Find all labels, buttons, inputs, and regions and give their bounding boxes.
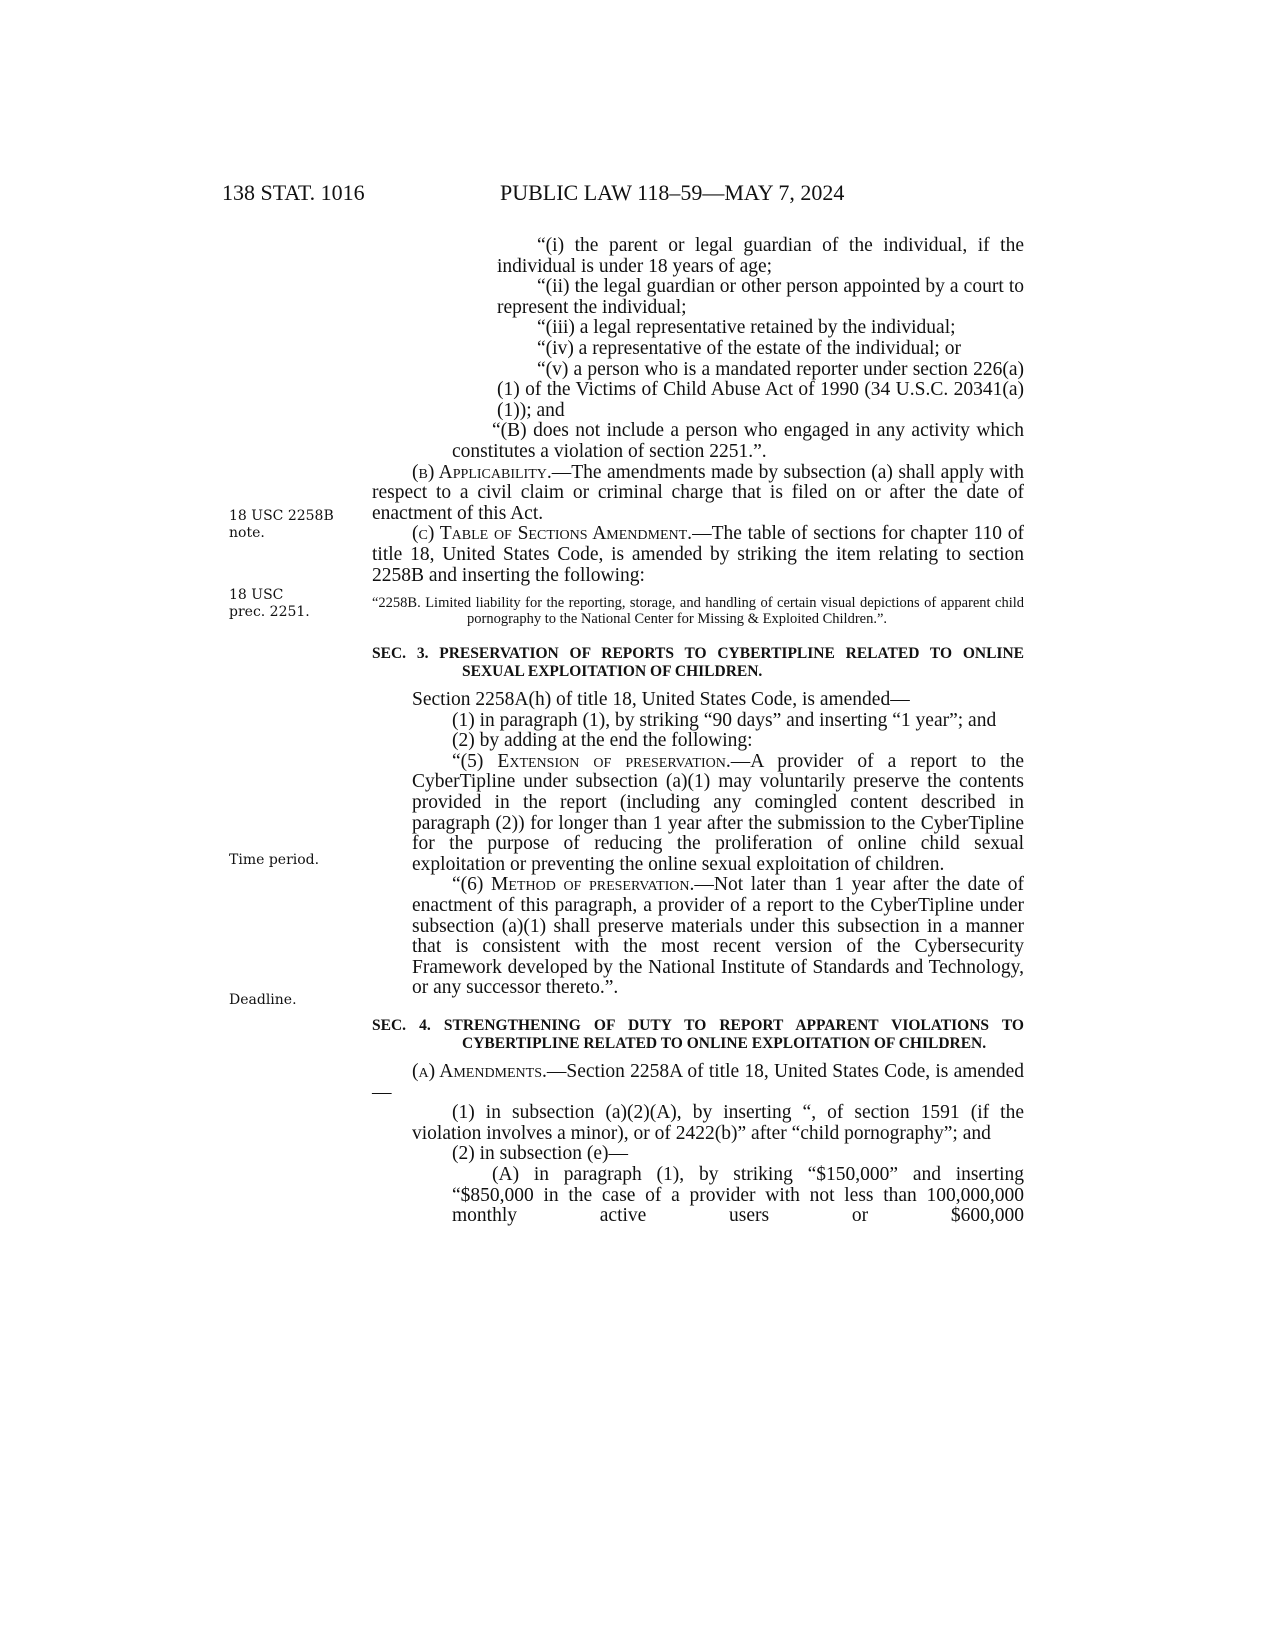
- subsection-text: —The table of sections for chapter 110 of title 18, United States Code, is amended by striking the item relating to section 2258B and inserting the following:: [372, 523, 1024, 586]
- stat-citation: 138 STAT. 1016: [222, 180, 365, 205]
- section-4-heading: SEC. 4. STRENGTHENING OF DUTY TO REPORT APPARENT VIOLATIONS TO CYBERTIPLINE RELATED TO ONLINE EXPLOITATION OF CHILDREN.: [372, 1017, 1024, 1052]
- paragraph-text: —A provider of a report to the CyberTipline under subsection (a)(1) may voluntarily preserve the contents provided in the report (including any comingled content described in paragraph (2)) for longer than 1 year after the submission to the CyberTipline for the purpose of reducing the proliferation of online child sexual exploitation or preventing the online sexual exploitation of children.: [412, 750, 1025, 875]
- paragraph-heading: “(5) Extension of preservation.: [452, 750, 731, 772]
- section-4-subsection-a: [372, 1062, 1024, 1103]
- subsection-text: —The amendments made by subsection (a) shall apply with respect to a civil claim or criminal charge that is filed on or after the date of enactment of this Act.: [372, 461, 1024, 524]
- clause-B: “(B) does not include a person who engaged in any activity which constitutes a violation of section 2251.”.: [452, 420, 1024, 462]
- section-3-paragraph-6: [372, 875, 1024, 999]
- margin-note-deadline: Deadline.: [229, 992, 297, 1008]
- margin-note-line: 18 USC 2258B: [229, 508, 334, 524]
- subsection-text: —Section 2258A of title 18, United States Code, is amended—: [372, 1061, 1024, 1103]
- paragraph-heading: “(6) Method of preservation.: [452, 874, 695, 896]
- section-3-paragraph-5: [372, 752, 1024, 876]
- margin-note-usc-prec: [229, 587, 349, 621]
- margin-note-line: prec. 2251.: [229, 604, 310, 620]
- margin-note-time-period: Time period.: [229, 852, 320, 868]
- clause-i: “(i) the parent or legal guardian of the individual, if the individual is under 18 years of age;: [497, 235, 1024, 277]
- page-title: PUBLIC LAW 118–59—MAY 7, 2024: [500, 180, 845, 205]
- subsection-heading: (c) Table of Sections Amendment.: [412, 523, 693, 545]
- clause-iv: “(iv) a representative of the estate of the individual; or: [537, 337, 961, 359]
- clause-v: “(v) a person who is a mandated reporter under section 226(a)(1) of the Victims of Child Abuse Act of 1990 (34 U.S.C. 20341(a)(1)); and: [497, 358, 1024, 421]
- subsection-c-table-amendment: [372, 524, 1024, 586]
- subsection-heading: (a) Amendments.: [412, 1061, 547, 1082]
- section-3-paragraph-1: (1) in paragraph (1), by striking “90 days” and inserting “1 year”; and: [452, 709, 997, 731]
- margin-note-line: 18 USC: [229, 587, 284, 603]
- paragraph-text: —Not later than 1 year after the date of enactment of this paragraph, a provider of a report to the CyberTipline under subsection (a)(1) shall preserve materials under this subsection in a manner that is consistent with the most recent version of the Cybersecurity Framework developed by the National Institute of Standards and Technology, or any successor thereto.”.: [412, 874, 1025, 999]
- subsection-b-applicability: [372, 463, 1024, 525]
- section-4-paragraph-1: (1) in subsection (a)(2)(A), by inserting “, of section 1591 (if the violation involves a minor), or of 2422(b)” after “child pornography”; and: [412, 1102, 1024, 1144]
- section-3-intro: Section 2258A(h) of title 18, United States Code, is amended—: [412, 689, 910, 711]
- clause-iii: “(iii) a legal representative retained by the individual;: [537, 317, 956, 339]
- section-3-paragraph-2: (2) by adding at the end the following:: [452, 730, 753, 752]
- table-of-sections-item: “2258B. Limited liability for the reporting, storage, and handling of certain visual depictions of apparent child pornography to the National Center for Missing & Exploited Children.”.: [372, 595, 1024, 627]
- section-3-heading: SEC. 3. PRESERVATION OF REPORTS TO CYBERTIPLINE RELATED TO ONLINE SEXUAL EXPLOITATION OF CHILDREN.: [372, 645, 1024, 681]
- margin-note-usc-note: [229, 508, 349, 542]
- clause-ii: “(ii) the legal guardian or other person appointed by a court to represent the individual;: [497, 276, 1024, 318]
- subsection-heading: (b) Applicability.: [412, 461, 552, 483]
- margin-note-line: note.: [229, 525, 265, 541]
- document-body: [372, 236, 1024, 1227]
- section-4-subparagraph-A: (A) in paragraph (1), by striking “$150,000” and inserting “$850,000 in the case of a provider with not less than 100,000,000 monthly active users or $600,000: [452, 1163, 1024, 1227]
- section-4-paragraph-2: (2) in subsection (e)—: [452, 1143, 628, 1165]
